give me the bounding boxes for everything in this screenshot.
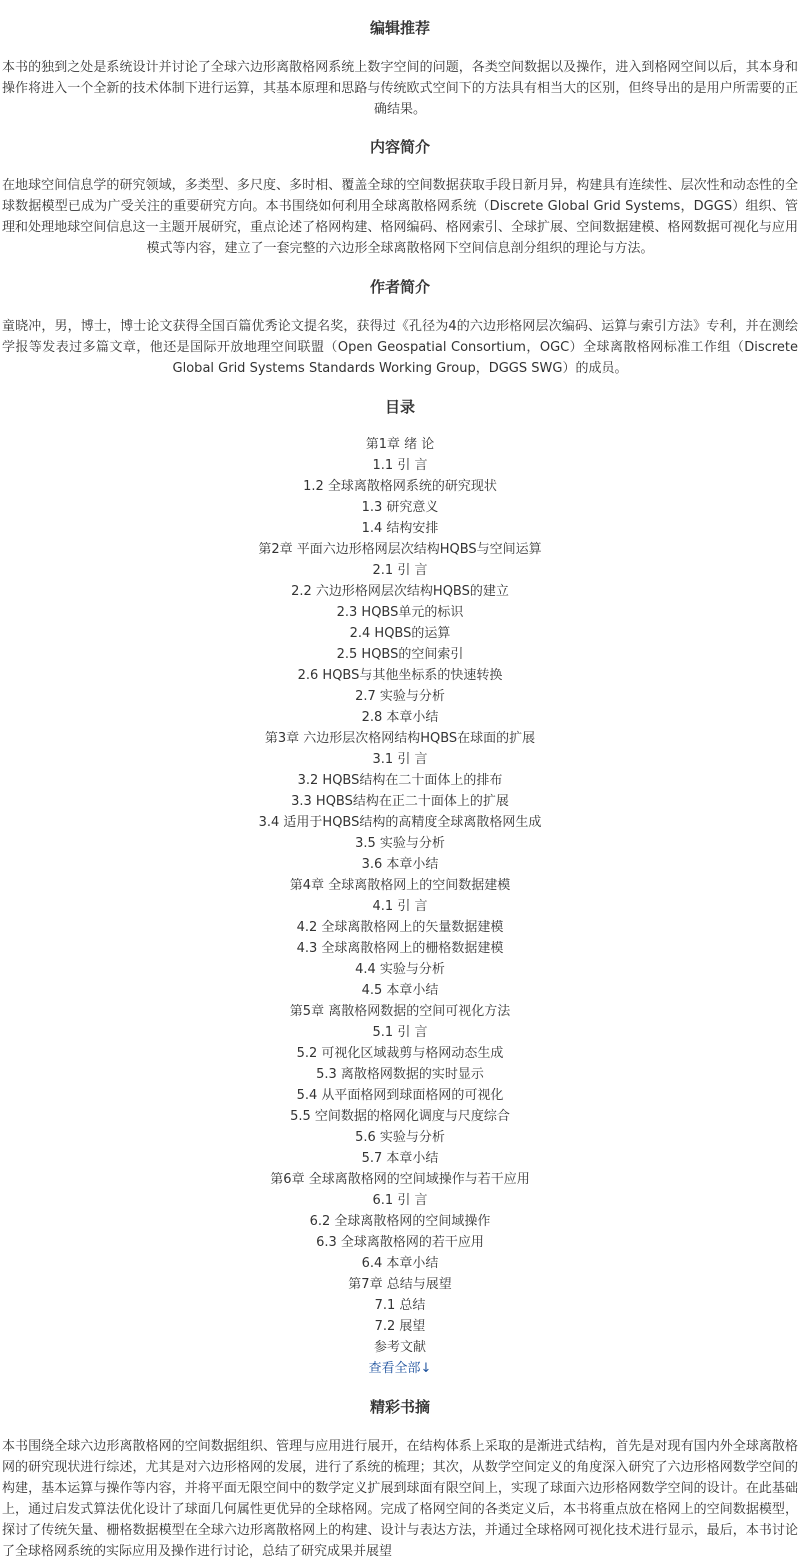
toc-item: 第6章 全球离散格网的空间域操作与若干应用 [270, 1172, 530, 1187]
toc-item: 3.3 HQBS结构在正二十面体上的扩展 [291, 794, 509, 809]
toc-item: 第4章 全球离散格网上的空间数据建模 [289, 878, 511, 893]
toc-item: 4.4 实验与分析 [355, 962, 445, 977]
toc-item: 第2章 平面六边形格网层次结构HQBS与空间运算 [258, 542, 542, 557]
toc-item: 2.7 实验与分析 [355, 689, 445, 704]
toc-item: 2.1 引 言 [372, 563, 428, 578]
toc-item: 2.3 HQBS单元的标识 [336, 605, 464, 620]
summary-text: 在地球空间信息学的研究领域，多类型、多尺度、多时相、覆盖全球的空间数据获取手段日新月异，构建具有连续性、层次性和动态性的全球数据模型已成为广受关注的重要研究方向。本书围绕如何利用全球离散格网系统（Discrete Global Grid Systems，DGGS）组织、管理和处理地球空间信息这一主题开展研究，重点论述了格网构建、格网编码、格网索引、全球扩展、空间数据建模、格网数据可视化与应用模式等内容，建立了一套完整的六边形全球离散格网下空间信息剖分组织的理论与方法。 [2, 178, 798, 256]
toc-item: 1.1 引 言 [372, 458, 428, 473]
editor-recommend-text: 本书的独到之处是系统设计并讨论了全球六边形离散格网系统上数字空间的问题，各类空间数据以及操作，进入到格网空间以后，其本身和操作将进入一个全新的技术体制下进行运算，其基本原理和思路与传统欧式空间下的方法具有相当大的区别，但终导出的是用户所需要的正确结果。 [2, 60, 798, 117]
summary-title: 内容简介 [369, 138, 430, 156]
toc-item: 3.4 适用于HQBS结构的高精度全球离散格网生成 [258, 815, 542, 830]
toc-item: 3.1 引 言 [372, 752, 428, 767]
toc-item: 6.3 全球离散格网的若干应用 [316, 1235, 484, 1250]
toc-title: 目录 [384, 398, 415, 416]
toc-item: 第1章 绪 论 [365, 437, 435, 452]
toc-item: 参考文献 [373, 1340, 426, 1355]
toc-item: 1.4 结构安排 [361, 521, 439, 536]
toc-item: 第7章 总结与展望 [348, 1277, 452, 1292]
toc-item: 3.5 实验与分析 [355, 836, 445, 851]
toc-item: 3.6 本章小结 [361, 857, 439, 872]
editor-recommend-title: 编辑推荐 [369, 19, 430, 37]
toc-item: 3.2 HQBS结构在二十面体上的排布 [297, 773, 503, 788]
toc-item: 2.4 HQBS的运算 [349, 626, 451, 641]
toc-item: 4.5 本章小结 [361, 983, 439, 998]
toc-item: 1.2 全球离散格网系统的研究现状 [303, 479, 497, 494]
toc-item: 4.3 全球离散格网上的栅格数据建模 [296, 941, 504, 956]
toc-item: 5.2 可视化区域裁剪与格网动态生成 [296, 1046, 504, 1061]
toc-item: 4.2 全球离散格网上的矢量数据建模 [296, 920, 504, 935]
toc-item: 6.1 引 言 [372, 1193, 428, 1208]
toc-item: 2.6 HQBS与其他坐标系的快速转换 [297, 668, 503, 683]
toc-list [0, 434, 800, 1358]
toc-item: 5.5 空间数据的格网化调度与尺度综合 [290, 1109, 510, 1124]
toc-more-row [0, 1358, 800, 1379]
toc-item: 第5章 离散格网数据的空间可视化方法 [289, 1004, 511, 1019]
toc-item: 6.4 本章小结 [361, 1256, 439, 1271]
toc-item: 2.5 HQBS的空间索引 [336, 647, 464, 662]
excerpt-text: 本书围绕全球六边形离散格网的空间数据组织、管理与应用进行展开，在结构体系上采取的是渐进式结构，首先是对现有国内外全球离散格网的研究现状进行综述，尤其是对六边形格网的发展，进行了系统的梳理；其次，从数学空间定义的角度深入研究了六边形格网数学空间的构建，基本运算与操作等内容，并将平面无限空间中的数学定义扩展到球面有限空间上，实现了球面六边形格网数学空间的设计。在此基础上，通过启发式算法优化设计了球面几何属性更优异的全球格网。完成了格网空间的各类定义后，本书将重点放在格网上的空间数据模型，探讨了传统矢量、栅格数据模型在全球六边形离散格网上的构建、设计与表达方法，并通过全球格网可视化技术进行显示，最后，本书讨论了全球格网系统的实际应用及操作进行讨论，总结了研究成果并展望 [2, 1439, 798, 1559]
toc-item: 5.4 从平面格网到球面格网的可视化 [296, 1088, 504, 1103]
author-title: 作者简介 [369, 278, 430, 296]
toc-item: 7.2 展望 [374, 1319, 426, 1334]
toc-item: 5.1 引 言 [372, 1025, 428, 1040]
toc-item: 5.7 本章小结 [361, 1151, 439, 1166]
toc-item: 7.1 总结 [374, 1298, 426, 1313]
toc-item: 2.2 六边形格网层次结构HQBS的建立 [291, 584, 509, 599]
toc-item: 4.1 引 言 [372, 899, 428, 914]
toc-item: 6.2 全球离散格网的空间域操作 [309, 1214, 491, 1229]
toc-item: 第3章 六边形层次格网结构HQBS在球面的扩展 [264, 731, 536, 746]
toc-item: 2.8 本章小结 [361, 710, 439, 725]
view-all-link[interactable]: 查看全部↓ [368, 1361, 432, 1376]
toc-item: 5.6 实验与分析 [355, 1130, 445, 1145]
author-text: 童晓冲，男，博士，博士论文获得全国百篇优秀论文提名奖，获得过《孔径为4的六边形格网层次编码、运算与索引方法》专利，并在测绘学报等发表过多篇文章，他还是国际开放地理空间联盟（Open Geospatial Consortium，OGC）全球离散格网标准工作组（Discrete Global Grid Systems Standards Working Group，DGGS SWG）的成员。 [2, 319, 798, 376]
excerpt-title: 精彩书摘 [369, 1398, 430, 1416]
toc-item: 5.3 离散格网数据的实时显示 [316, 1067, 484, 1082]
toc-item: 1.3 研究意义 [361, 500, 439, 515]
